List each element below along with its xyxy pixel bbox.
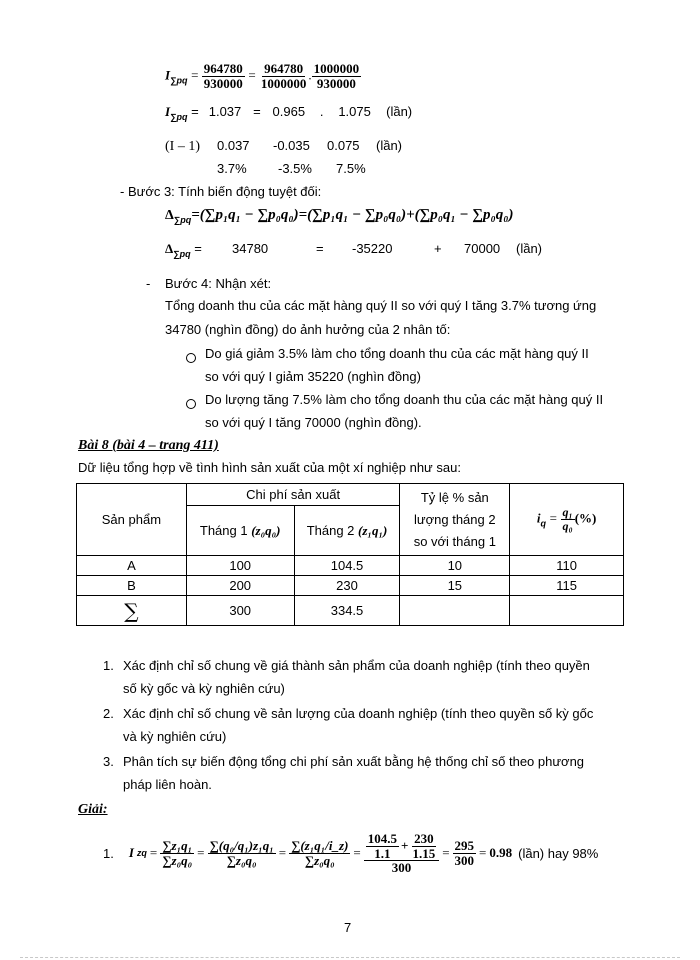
percent-v3: 7.5% bbox=[336, 161, 366, 176]
question-1-num: 1. bbox=[103, 658, 114, 673]
delta-expression: =(∑p₁q₁ − ∑p₀q₀)=(∑p₁q₁ − ∑p₀q₀)+(∑p₀q₁ − ∑p₀q₀) bbox=[191, 207, 514, 223]
fraction-2: $\frac{964780}{1000000}$ bbox=[260, 61, 307, 91]
page-bottom-border bbox=[20, 957, 680, 958]
bullet1-line2: so với quý I giảm 35220 (nghìn đồng) bbox=[205, 369, 421, 384]
value-2: 0.965 bbox=[272, 104, 306, 119]
sol-result: 0.98 bbox=[489, 845, 513, 861]
minus-one-v3: 0.075 bbox=[327, 138, 360, 153]
table-row: A 100 104.5 10 110 bbox=[77, 556, 624, 576]
question-2-line2: và kỳ nghiên cứu) bbox=[123, 729, 227, 744]
sol-fraction-1: $\frac{\text{∑z₁q₁}}{\text{∑z₀q₀}}$ bbox=[162, 838, 193, 868]
question-3-line2: pháp liên hoàn. bbox=[123, 777, 212, 792]
percent-v1: 3.7% bbox=[217, 161, 247, 176]
index-subscript: ∑pq bbox=[170, 75, 188, 86]
step4-dash: - bbox=[146, 276, 151, 291]
fraction-1: $\frac{964780}{930000}$ bbox=[203, 61, 243, 91]
delta-v1: 34780 bbox=[232, 241, 269, 256]
value-3: 1.075 bbox=[338, 104, 371, 119]
label: (I – 1) bbox=[165, 139, 200, 154]
step3-label: - Bước 3: Tính biến động tuyệt đối: bbox=[120, 184, 322, 199]
header-product: Sản phẩm bbox=[77, 484, 187, 556]
bullet-icon bbox=[186, 350, 196, 368]
page-number: 7 bbox=[344, 920, 352, 935]
exercise-title: Bài 8 (bài 4 – trang 411) bbox=[78, 438, 219, 453]
unit: (lần) bbox=[386, 104, 413, 119]
value-1: 1.037 bbox=[208, 104, 242, 119]
delta-v3: 70000 bbox=[464, 241, 501, 256]
delta-eq2: = bbox=[316, 241, 324, 256]
delta-unit: (lần) bbox=[516, 241, 543, 256]
index-symbol: I bbox=[165, 67, 171, 83]
delta-plus: + bbox=[434, 241, 442, 256]
solution-formula: 1. I zq = $\frac{\text{∑z₁q₁}}{\text{∑z₀q₀}}$ = $\frac{\text{∑(q₀/q₁)z₁q₁}}{\text{∑z₀q₀}}$ = $\frac{\text{∑(z₁q₁/i\_z)}}{\text{∑z₀q₀}}$ = $\frac{104.5}{1.1}$ + $\frac{230}{1.15}$ 300 = $\frac{295}{300}$ = 0.98 (lần) hay 98% bbox=[103, 831, 599, 876]
fraction-3: $\frac{1000000}{930000}$ bbox=[313, 61, 360, 91]
delta-subscript: ∑pq bbox=[173, 215, 192, 225]
step4-label: Bước 4: Nhận xét: bbox=[165, 276, 272, 291]
production-table bbox=[76, 483, 624, 626]
solution-label: Giải: bbox=[78, 802, 108, 817]
delta-formula bbox=[165, 206, 514, 225]
question-1-line1: Xác định chỉ số chung về giá thành sản phẩm của doanh nghiệp (tính theo quyền bbox=[123, 658, 590, 673]
bullet2-line1: Do lượng tăng 7.5% làm cho tổng doanh thu của các mặt hàng quý II bbox=[205, 392, 604, 407]
header-ratio: Tỷ lệ % sản lượng tháng 2 so với tháng 1 bbox=[400, 484, 510, 556]
minus-one-unit: (lần) bbox=[376, 138, 403, 153]
question-1-line2: số kỳ gốc và kỳ nghiên cứu) bbox=[123, 681, 285, 696]
header-cost: Chi phí sản xuất bbox=[186, 484, 400, 506]
question-3-num: 3. bbox=[103, 754, 114, 769]
minus-one-line bbox=[165, 138, 200, 155]
header-month2: Tháng 2 (z₁q₁) bbox=[294, 506, 400, 556]
sol-fraction-3: $\frac{\text{∑(z₁q₁/i\_z)}}{\text{∑z₀q₀}}$ bbox=[291, 838, 349, 868]
table-row-total: ∑ 300 334.5 bbox=[77, 596, 624, 626]
bullet1-line1: Do giá giảm 3.5% làm cho tổng doanh thu của các mặt hàng quý II bbox=[205, 346, 589, 361]
question-2-line1: Xác định chỉ số chung về sản lượng của doanh nghiệp (tính theo quyền số kỳ gốc bbox=[123, 706, 594, 721]
step4-line1: Tổng doanh thu của các mặt hàng quý II so với quý I tăng 3.7% tương ứng bbox=[165, 298, 597, 313]
question-3-line1: Phân tích sự biến động tổng chi phí sản xuất bằng hệ thống chỉ số theo phương bbox=[123, 754, 585, 769]
header-month1: Tháng 1 (z₀q₀) bbox=[186, 506, 294, 556]
delta-values: $\Delta_{\sum pq}$ = bbox=[165, 241, 202, 259]
minus-one-v2: -0.035 bbox=[273, 138, 310, 153]
table-row: B 200 230 15 115 bbox=[77, 576, 624, 596]
question-2-num: 2. bbox=[103, 706, 114, 721]
index-subscript: ∑pq bbox=[170, 112, 188, 122]
step4-line2: 34780 (nghìn đồng) do ảnh hưởng của 2 nhân tố: bbox=[165, 322, 451, 337]
sol-fraction-5: $\frac{295}{300}$ bbox=[454, 838, 475, 868]
formula-index-line: $I_{\sum pq}$ = $\frac{964780}{930000}$ = $\frac{964780}{1000000}$ . $\frac{1000000}{930000}$ bbox=[165, 61, 360, 91]
sol-fraction-4: $\frac{104.5}{1.1}$ + $\frac{230}{1.15}$ 300 bbox=[364, 832, 439, 875]
percent-v2: -3.5% bbox=[278, 161, 312, 176]
bullet-icon bbox=[186, 396, 196, 414]
bullet2-line2: so với quý I tăng 70000 (nghìn đồng). bbox=[205, 415, 422, 430]
minus-one-v1: 0.037 bbox=[217, 138, 250, 153]
exercise-intro: Dữ liệu tổng hợp về tình hình sản xuất của một xí nghiệp như sau: bbox=[78, 460, 461, 475]
index-symbol: I bbox=[165, 104, 171, 119]
header-iq: $i_q$ = $\frac{\text{q₁}}{\text{q₀}}$ (%) bbox=[510, 484, 624, 556]
sol-fraction-2: $\frac{\text{∑(q₀/q₁)z₁q₁}}{\text{∑z₀q₀}}$ bbox=[209, 838, 274, 868]
index-values-line: $I_{\sum pq} = 1.037 = 0.965$ . 1.075 (lần) bbox=[165, 104, 413, 122]
sol-tail: (lần) hay 98% bbox=[518, 845, 599, 861]
delta-symbol: Δ bbox=[165, 208, 174, 223]
delta-v2: -35220 bbox=[352, 241, 393, 256]
